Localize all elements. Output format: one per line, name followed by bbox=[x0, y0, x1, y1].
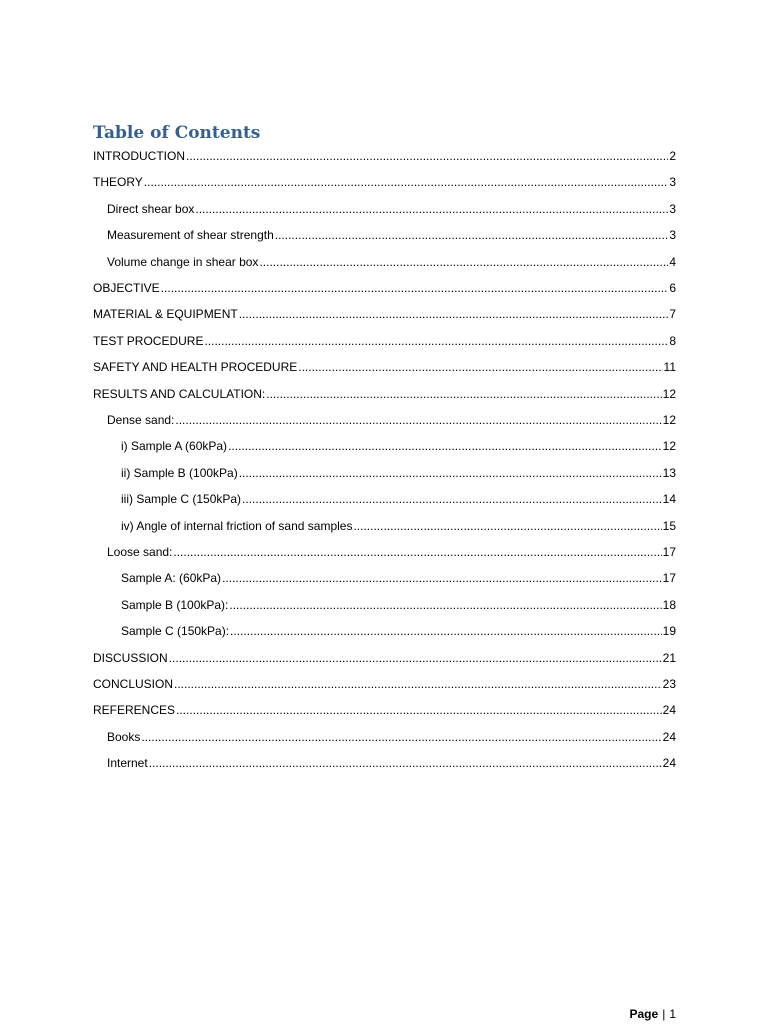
toc-leader-dots bbox=[149, 754, 662, 772]
toc-entry[interactable] bbox=[0, 464, 768, 482]
toc-entry-page: 3 bbox=[669, 175, 676, 190]
toc-entry-label: Dense sand: bbox=[107, 413, 175, 427]
toc-entry-label: Internet bbox=[107, 756, 148, 771]
toc-entry-page: 21 bbox=[662, 650, 676, 665]
toc-leader-dots bbox=[176, 701, 662, 719]
toc-entry[interactable] bbox=[0, 728, 768, 746]
footer-separator: | bbox=[662, 1007, 666, 1021]
toc-entry-label: Volume change in shear box bbox=[107, 254, 259, 269]
toc-leader-dots bbox=[186, 147, 668, 165]
toc-entry-page: 15 bbox=[662, 518, 676, 533]
toc-entry-page: 17 bbox=[662, 545, 676, 559]
toc-entry[interactable] bbox=[0, 675, 768, 693]
toc-entry-page: 17 bbox=[662, 571, 676, 586]
footer-page-label: Page bbox=[629, 1007, 659, 1021]
toc-entry[interactable] bbox=[0, 332, 768, 350]
toc-leader-dots bbox=[144, 173, 669, 191]
toc-leader-dots bbox=[298, 358, 662, 376]
toc-leader-dots bbox=[173, 543, 661, 561]
toc-entry[interactable] bbox=[0, 701, 768, 719]
toc-entry-page: 13 bbox=[662, 465, 676, 480]
toc-entry-label: iii) Sample C (150kPa) bbox=[121, 492, 242, 507]
toc-entry-page: 6 bbox=[669, 281, 676, 295]
toc-entry-page: 19 bbox=[662, 624, 676, 639]
toc-entry[interactable] bbox=[0, 649, 768, 667]
footer-page-number: 1 bbox=[669, 1007, 676, 1021]
toc-entry[interactable] bbox=[0, 543, 768, 561]
toc-leader-dots bbox=[230, 622, 662, 640]
toc-entry[interactable] bbox=[0, 622, 768, 640]
toc-entry[interactable] bbox=[0, 305, 768, 323]
toc-leader-dots bbox=[195, 200, 668, 218]
toc-leader-dots bbox=[353, 517, 661, 535]
toc-entry-page: 12 bbox=[662, 386, 676, 401]
toc-leader-dots bbox=[175, 411, 661, 429]
toc-leader-dots bbox=[229, 596, 661, 614]
toc-entry-label: TEST PROCEDURE bbox=[93, 333, 204, 348]
toc-leader-dots bbox=[169, 649, 662, 667]
toc-entry[interactable] bbox=[0, 596, 768, 614]
toc-entry-page: 2 bbox=[669, 149, 676, 163]
toc-leader-dots bbox=[239, 464, 662, 482]
toc-entry-page: 4 bbox=[669, 254, 676, 269]
toc-leader-dots bbox=[275, 226, 669, 244]
toc-entry-label: iv) Angle of internal friction of sand samples bbox=[121, 518, 353, 533]
toc-entry-label: Sample B (100kPa): bbox=[121, 597, 229, 612]
toc-leader-dots bbox=[174, 675, 662, 693]
toc-entry-label: REFERENCES bbox=[93, 703, 176, 718]
toc-entry-page: 24 bbox=[662, 703, 676, 718]
toc-entry-label: INTRODUCTION bbox=[93, 149, 185, 163]
toc-entry[interactable] bbox=[0, 437, 768, 455]
toc-leader-dots bbox=[242, 490, 662, 508]
toc-entry-label: THEORY bbox=[93, 175, 143, 190]
toc-entry-label: Sample A: (60kPa) bbox=[121, 571, 222, 586]
toc-leader-dots bbox=[266, 385, 661, 403]
toc-entry[interactable] bbox=[0, 173, 768, 191]
toc-entry-label: Sample C (150kPa): bbox=[121, 624, 230, 639]
toc-entry-page: 24 bbox=[662, 756, 676, 771]
toc-leader-dots bbox=[259, 253, 668, 271]
toc-entry-label: RESULTS AND CALCULATION: bbox=[93, 386, 266, 401]
toc-entry[interactable] bbox=[0, 411, 768, 429]
toc-entry-page: 23 bbox=[662, 677, 676, 691]
toc-leader-dots bbox=[222, 569, 662, 587]
toc-entry[interactable] bbox=[0, 253, 768, 271]
toc-entry-label: MATERIAL & EQUIPMENT bbox=[93, 307, 238, 322]
toc-entry-label: i) Sample A (60kPa) bbox=[121, 439, 228, 454]
toc-leader-dots bbox=[161, 279, 669, 297]
toc-entry-page: 18 bbox=[662, 597, 676, 612]
toc-entry[interactable] bbox=[0, 569, 768, 587]
toc-entry-page: 11 bbox=[663, 360, 676, 375]
toc-entry-label: Books bbox=[107, 729, 141, 744]
toc-entry[interactable] bbox=[0, 358, 768, 376]
toc-entry-label: OBJECTIVE bbox=[93, 281, 160, 295]
toc-entry-label: DISCUSSION bbox=[93, 650, 168, 665]
toc-entry-page: 12 bbox=[662, 439, 676, 454]
toc-entry[interactable] bbox=[0, 200, 768, 218]
toc-entry[interactable] bbox=[0, 147, 768, 165]
toc-leader-dots bbox=[239, 305, 669, 323]
toc-entry-label: CONCLUSION bbox=[93, 677, 174, 691]
toc-entry[interactable] bbox=[0, 490, 768, 508]
toc-leader-dots bbox=[141, 728, 661, 746]
toc-leader-dots bbox=[228, 437, 662, 455]
toc-entry[interactable] bbox=[0, 385, 768, 403]
toc-entry-page: 3 bbox=[669, 228, 676, 243]
toc-entry[interactable] bbox=[0, 226, 768, 244]
toc-entry[interactable] bbox=[0, 754, 768, 772]
toc-entry[interactable] bbox=[0, 279, 768, 297]
toc-title: Table of Contents bbox=[93, 123, 261, 143]
toc-entry-label: Loose sand: bbox=[107, 545, 173, 559]
page-footer bbox=[630, 1006, 677, 1022]
toc-entry-label: Direct shear box bbox=[107, 201, 195, 216]
toc-entry-page: 7 bbox=[669, 307, 676, 322]
toc-entry[interactable] bbox=[0, 517, 768, 535]
toc-entry-page: 12 bbox=[662, 413, 676, 427]
toc-entry-label: SAFETY AND HEALTH PROCEDURE bbox=[93, 360, 298, 375]
toc-entry-page: 14 bbox=[662, 492, 676, 507]
toc-entry-page: 8 bbox=[669, 333, 676, 348]
toc-leader-dots bbox=[204, 332, 668, 350]
toc-entry-page: 24 bbox=[662, 729, 676, 744]
toc-entry-page: 3 bbox=[669, 201, 676, 216]
toc-entry-label: Measurement of shear strength bbox=[107, 228, 274, 243]
toc-entry-label: ii) Sample B (100kPa) bbox=[121, 465, 238, 480]
